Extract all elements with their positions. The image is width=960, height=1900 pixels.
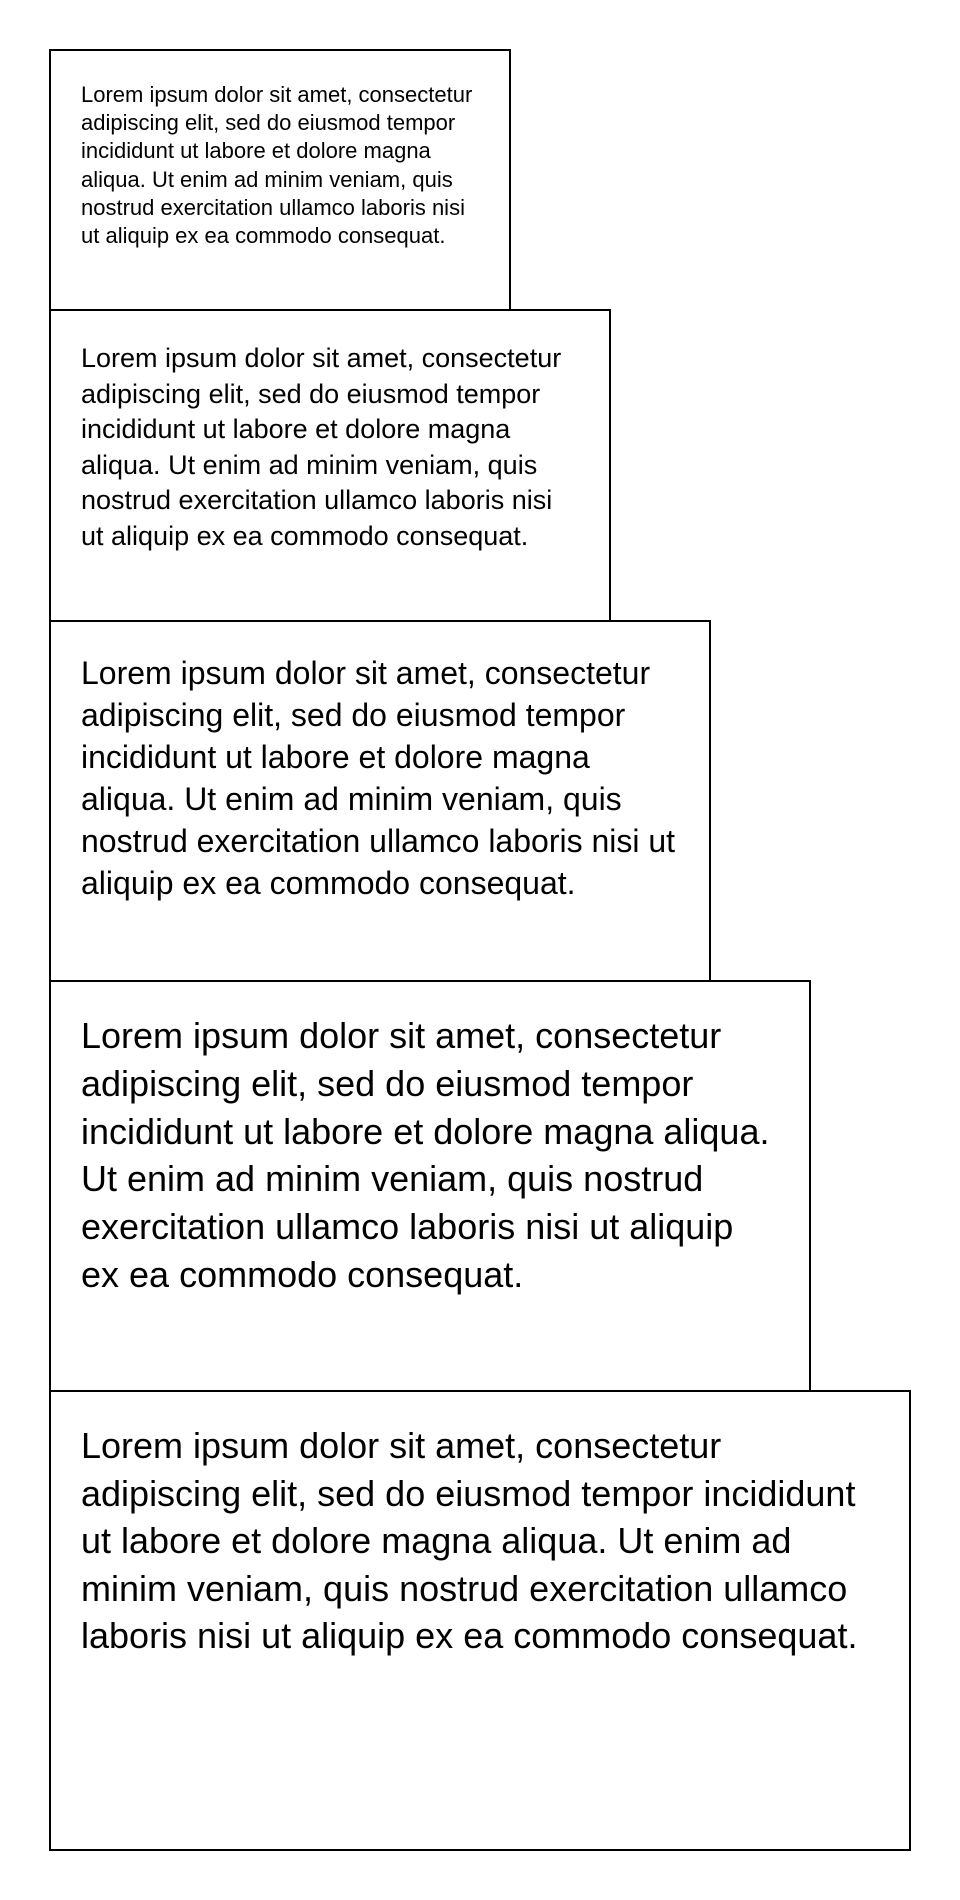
paragraph-text: Lorem ipsum dolor sit amet, consectetur adipiscing elit, sed do eiusmod tempor incididunt ut labore et dolore magna aliqua. Ut enim ad minim veniam, quis nostrud exercitation ullamco laboris nisi ut aliquip ex ea commodo consequat. xyxy=(81,343,562,551)
text-box-5 xyxy=(49,1390,911,1851)
paragraph-text: Lorem ipsum dolor sit amet, consectetur adipiscing elit, sed do eiusmod tempor incididunt ut labore et dolore magna aliqua. Ut enim ad minim veniam, quis nostrud exercitation ullamco laboris nisi ut aliquip ex ea commodo consequat. xyxy=(81,1425,858,1657)
text-box-2 xyxy=(49,309,611,622)
text-box-4 xyxy=(49,980,811,1392)
paragraph-text: Lorem ipsum dolor sit amet, consectetur adipiscing elit, sed do eiusmod tempor incididunt ut labore et dolore magna aliqua. Ut enim ad minim veniam, quis nostrud exercitation ullamco laboris nisi ut aliquip ex ea commodo consequat. xyxy=(81,655,676,901)
text-box-1 xyxy=(49,49,511,311)
paragraph-text: Lorem ipsum dolor sit amet, consectetur adipiscing elit, sed do eiusmod tempor incididunt ut labore et dolore magna aliqua. Ut enim ad minim veniam, quis nostrud exercitation ullamco laboris nisi ut aliquip ex ea commodo consequat. xyxy=(81,82,473,249)
text-box-3 xyxy=(49,620,711,982)
paragraph-text: Lorem ipsum dolor sit amet, consectetur adipiscing elit, sed do eiusmod tempor incididunt ut labore et dolore magna aliqua. Ut enim ad minim veniam, quis nostrud exercitation ullamco laboris nisi ut aliquip ex ea commodo consequat. xyxy=(81,1015,770,1295)
